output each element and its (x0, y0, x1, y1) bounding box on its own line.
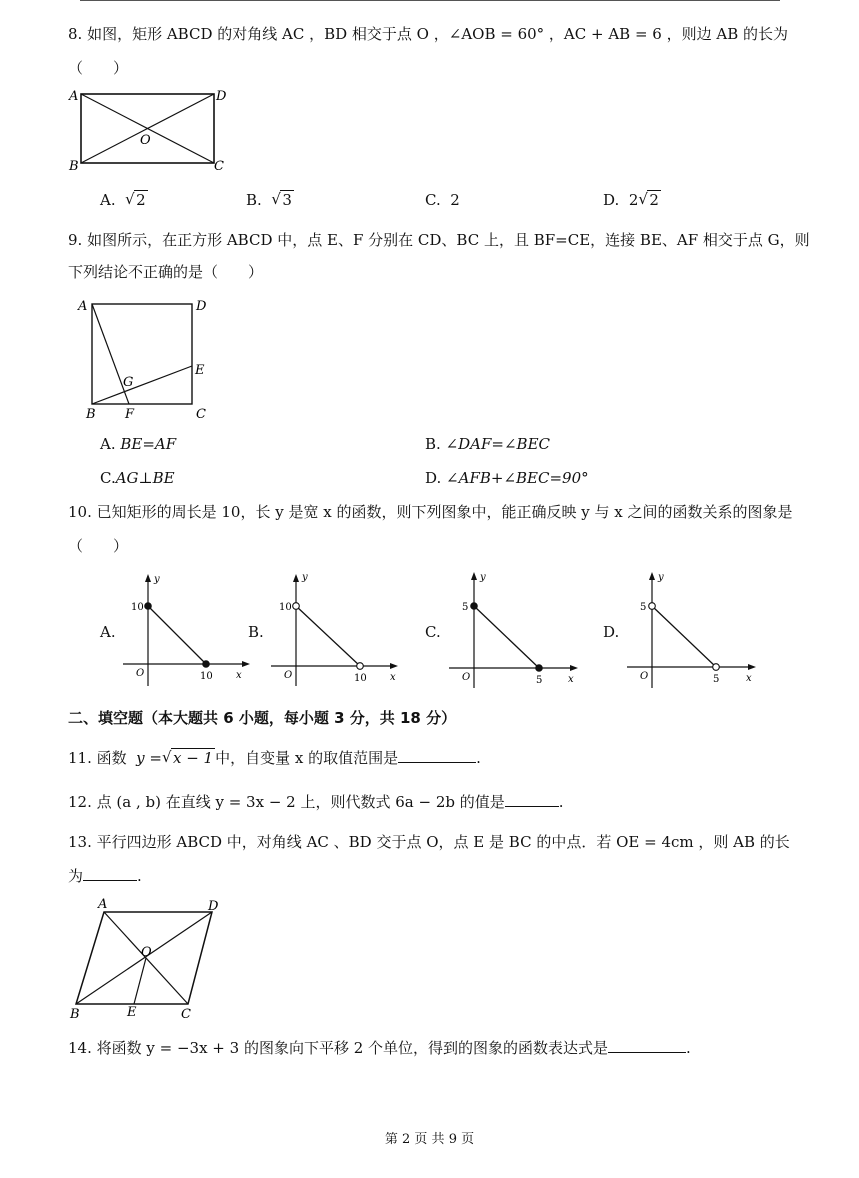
q13-label-c: C (181, 1007, 191, 1022)
q10-graph-b (266, 566, 406, 690)
q9-label-d: D (196, 299, 207, 314)
q10-a-x-label: x (236, 670, 242, 681)
q10-a-y-intercept: 10 (131, 602, 144, 613)
q9-option-c: C.AG⊥BE (100, 469, 175, 487)
q10-c-x-label: x (568, 674, 574, 685)
q12-answer-blank[interactable] (505, 792, 559, 807)
q8-label-b: B (69, 159, 79, 174)
q10-graph-c (444, 564, 584, 690)
q8-label-a: A (69, 89, 79, 104)
q10-a-origin: O (136, 668, 145, 679)
q10-c-x-intercept: 5 (536, 675, 543, 686)
q10-c-origin: O (462, 672, 471, 683)
q10-graph-d-letter: D. (603, 623, 620, 641)
q12-line: 12. 点 (a , b) 在直线 y = 3x − 2 上，则代数式 6a − 2b 的值是 . (68, 793, 564, 811)
q9-label-b: B (86, 407, 96, 422)
q13-label-d: D (208, 899, 219, 914)
q13-line2: 为 . (68, 867, 142, 885)
q14-line: 14. 将函数 y = −3x + 3 的图象向下平移 2 个单位，得到的图象的函数表达式是 . (68, 1039, 691, 1057)
q10-b-x-label: x (390, 672, 396, 683)
q13-text-line1: 13. 平行四边形 ABCD 中，对角线 AC 、BD 交于点 O，点 E 是 BC 的中点．若 OE = 4cm ，则 AB 的长 (68, 833, 790, 851)
q8-option-a: A. √ 2 (100, 190, 148, 210)
q8-text: 8. 如图，矩形 ABCD 的对角线 AC ，BD 相交于点 O ，∠AOB = 60° ，AC + AB = 6 ，则边 AB 的长为 (68, 25, 789, 43)
q9-label-a: A (78, 299, 88, 314)
q8-rectangle-figure (66, 84, 236, 174)
q10-paren: （ ） (68, 537, 129, 555)
q10-b-origin: O (284, 670, 293, 681)
q10-a-x-intercept: 10 (200, 671, 213, 682)
section-2-title: 二、填空题（本大题共 6 小题，每小题 3 分，共 18 分） (68, 709, 457, 727)
q11-answer-blank[interactable] (398, 748, 476, 763)
q9-option-a: A. BE=AF (100, 435, 177, 453)
q11-line: 11. 函数 y =√ x − 1 中，自变量 x 的取值范围是 . (68, 748, 481, 768)
q10-d-x-intercept: 5 (713, 674, 720, 685)
q9-text-line1: 9. 如图所示，在正方形 ABCD 中，点 E、F 分别在 CD、BC 上，且 BF=CE，连接 BE、AF 相交于点 G，则 (68, 231, 810, 249)
q8-option-d: D. 2√ 2 (603, 190, 661, 210)
q13-label-b: B (70, 1007, 80, 1022)
q10-b-x-intercept: 10 (354, 673, 367, 684)
q9-option-d: D. ∠AFB+∠BEC=90° (425, 469, 589, 487)
q13-answer-blank[interactable] (83, 866, 137, 881)
q8-paren: （ ） (68, 59, 129, 77)
q9-label-f: F (125, 407, 135, 422)
q13-label-o: O (141, 945, 152, 960)
q10-graph-d (622, 564, 762, 690)
q10-text-line1: 10. 已知矩形的周长是 10，长 y 是宽 x 的函数，则下列图象中，能正确反映 y 与 x 之间的函数关系的图象是 (68, 503, 793, 521)
q10-b-y-label: y (302, 572, 308, 583)
q13-label-e: E (127, 1005, 137, 1020)
q10-graph-a-letter: A. (100, 623, 116, 641)
q8-label-o: O (140, 133, 151, 148)
q9-label-c: C (196, 407, 206, 422)
q10-graph-b-letter: B. (248, 623, 264, 641)
q13-label-a: A (98, 897, 108, 912)
q8-option-c: C. 2 (425, 191, 460, 209)
top-rule (80, 0, 780, 1)
q10-c-y-label: y (480, 572, 486, 583)
q9-label-e: E (195, 363, 205, 378)
q10-d-x-label: x (746, 673, 752, 684)
q10-c-y-intercept: 5 (462, 602, 469, 613)
q13-parallelogram-figure (64, 896, 234, 1024)
q9-text-line2: 下列结论不正确的是（ ） (68, 263, 264, 281)
q9-square-figure (74, 294, 224, 424)
q10-graph-a (118, 566, 258, 690)
q10-b-y-intercept: 10 (279, 602, 292, 613)
q10-d-y-label: y (658, 572, 664, 583)
q8-option-b: B. √ 3 (246, 190, 294, 210)
q9-option-b: B. ∠DAF=∠BEC (425, 435, 550, 453)
q8-label-c: C (214, 159, 224, 174)
q10-d-origin: O (640, 671, 649, 682)
q10-a-y-label: y (154, 574, 160, 585)
q14-answer-blank[interactable] (608, 1038, 686, 1053)
q10-d-y-intercept: 5 (640, 602, 647, 613)
q9-label-g: G (123, 375, 134, 390)
page-footer: 第 2 页 共 9 页 (384, 1132, 475, 1147)
q10-graph-c-letter: C. (425, 623, 441, 641)
q8-label-d: D (216, 89, 227, 104)
